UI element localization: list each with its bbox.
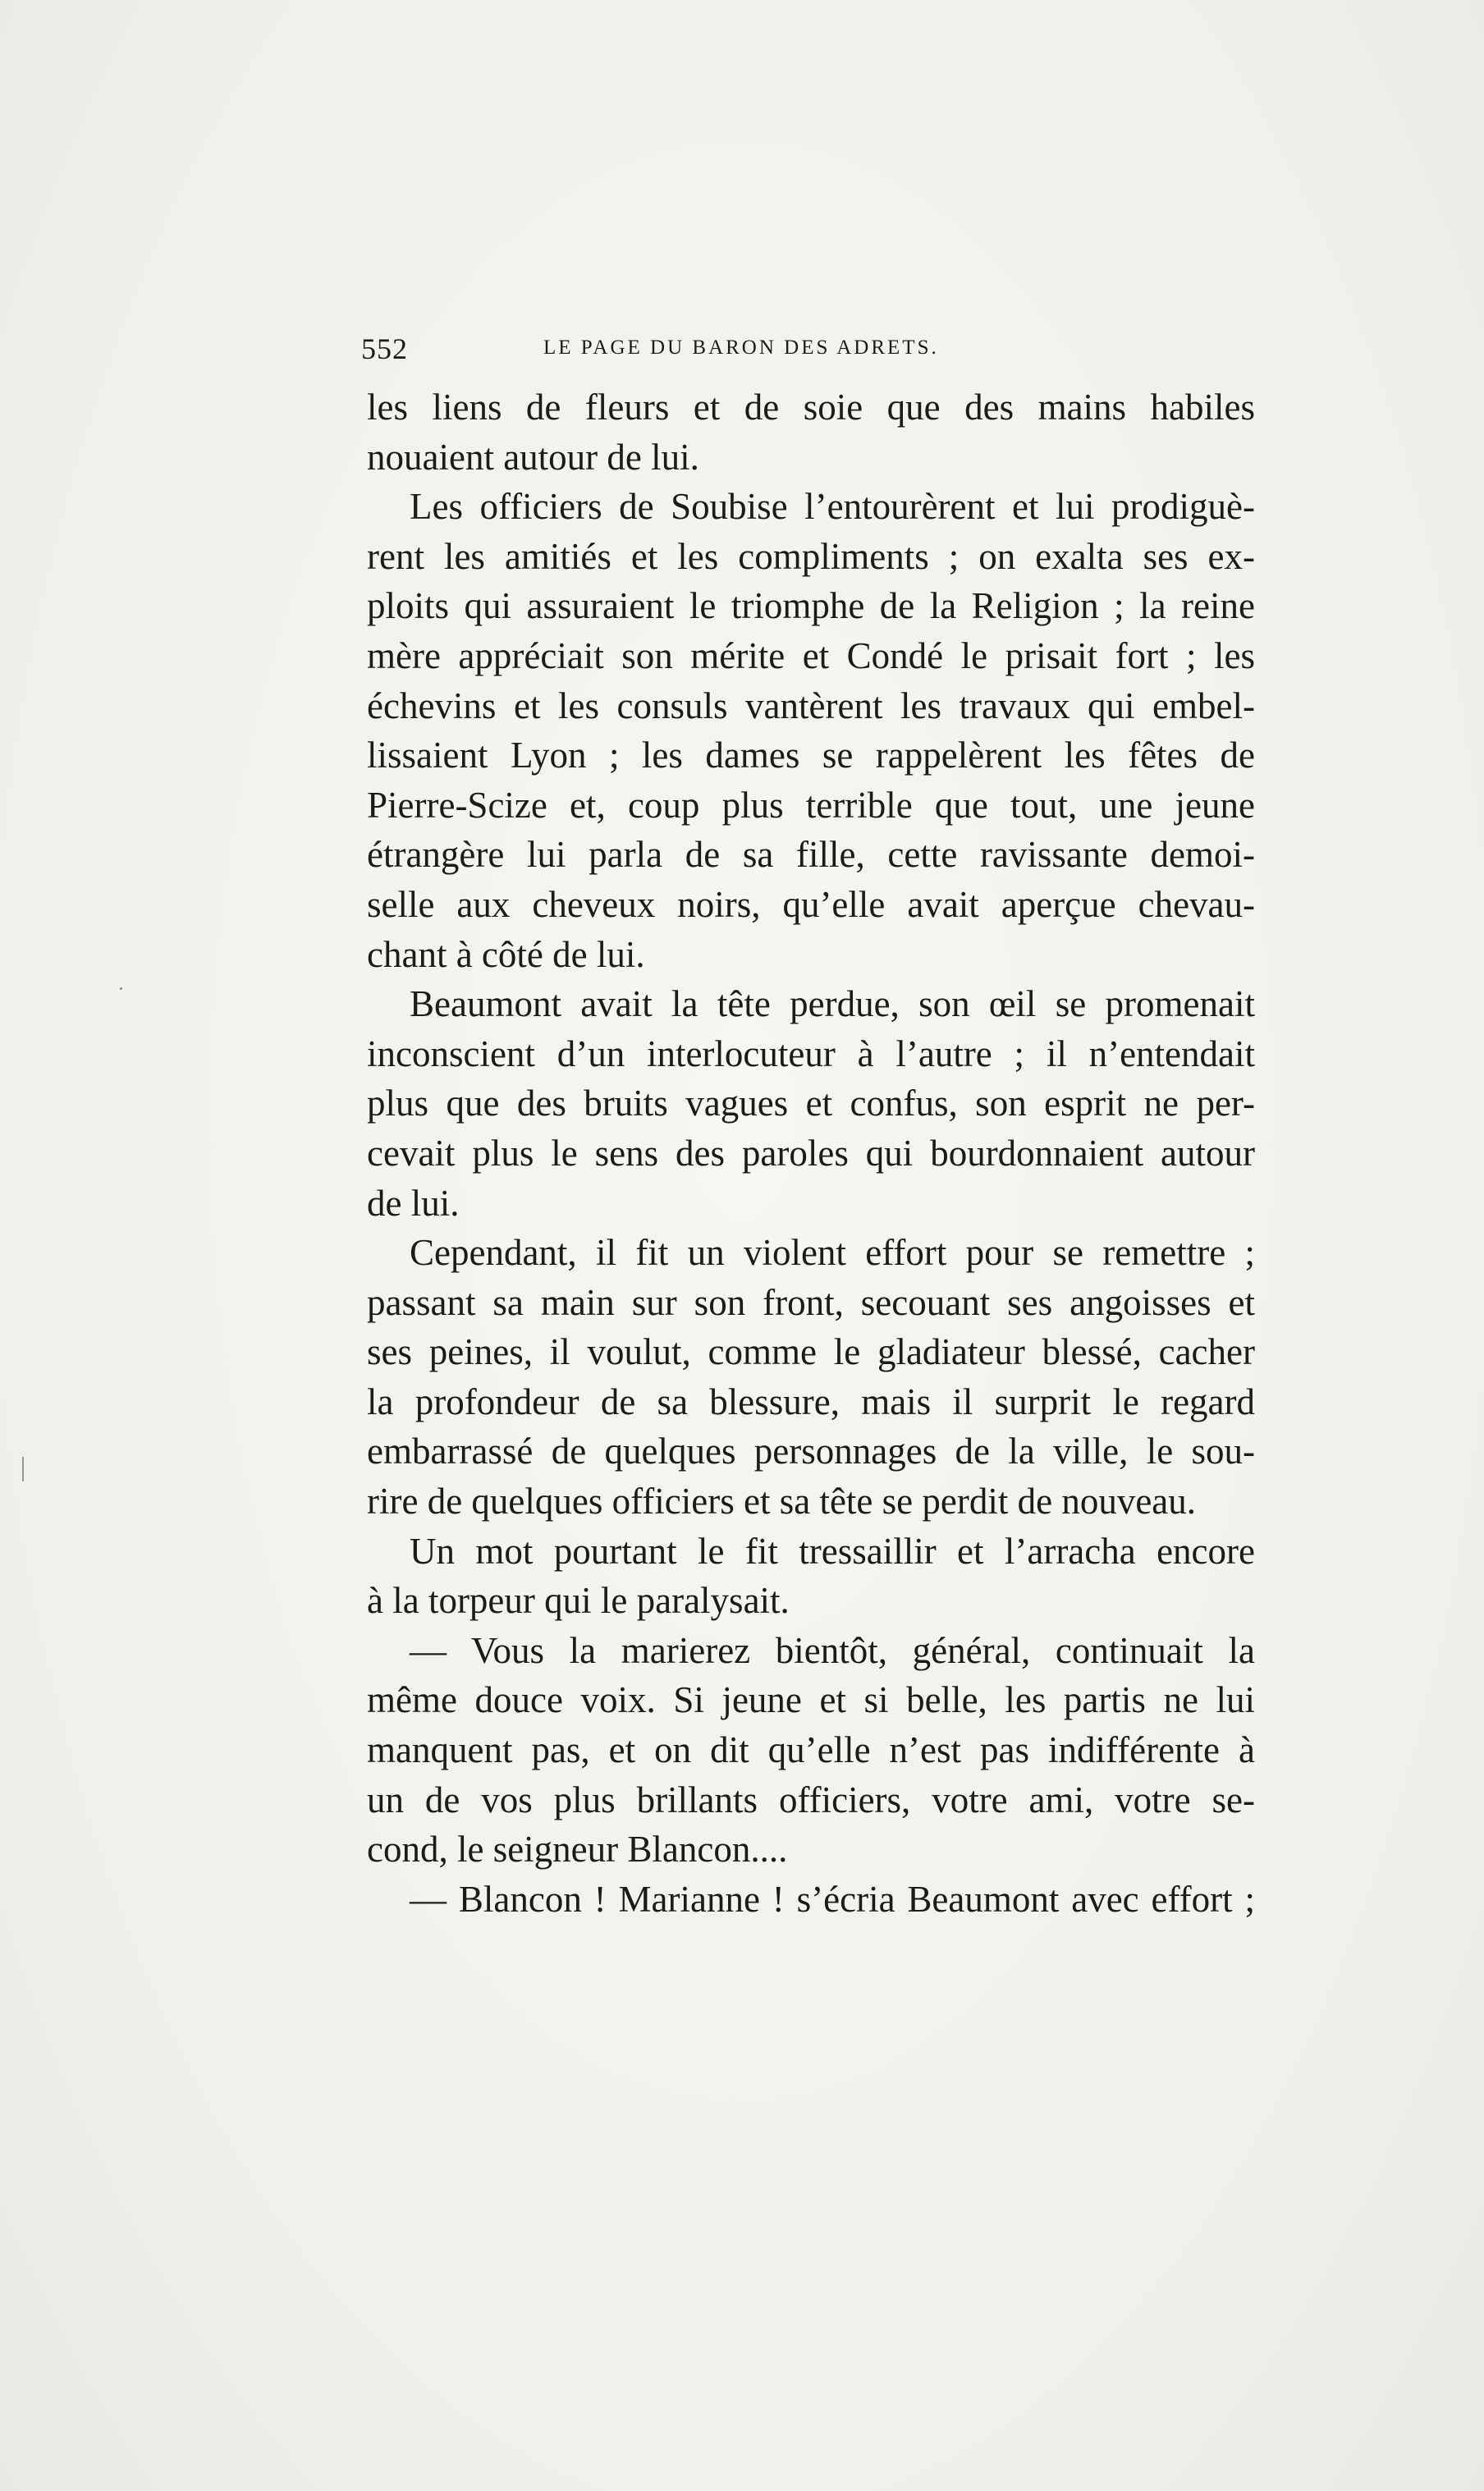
text-line: les liens de fleurs et de soie que des mains habiles bbox=[367, 387, 1255, 428]
text-line: mère appréciait son mérite et Condé le prisait fort ; les bbox=[367, 634, 1255, 676]
text-line: rire de quelques officiers et sa tête se perdit de nouveau. bbox=[367, 1481, 1197, 1523]
text-line: Cependant, il fit un violent effort pour se remettre ; bbox=[410, 1232, 1255, 1274]
text-line: ses peines, il voulut, comme le gladiateur blessé, cacher bbox=[367, 1331, 1255, 1373]
text-line: de lui. bbox=[367, 1182, 460, 1224]
text-line: — Vous la marierez bientôt, général, continuait la bbox=[410, 1629, 1255, 1671]
text-line: chant à côté de lui. bbox=[367, 933, 645, 975]
text-line: cond, le seigneur Blancon.... bbox=[367, 1829, 788, 1871]
text-line: la profondeur de sa blessure, mais il surprit le regard bbox=[367, 1381, 1255, 1422]
text-line: manquent pas, et on dit qu’elle n’est pas indifférente à bbox=[367, 1729, 1255, 1771]
running-title: LE PAGE DU BARON DES ADRETS. bbox=[543, 337, 939, 359]
text-line: même douce voix. Si jeune et si belle, les partis ne lui bbox=[367, 1679, 1255, 1721]
text-line: plus que des bruits vagues et confus, son esprit ne per- bbox=[367, 1083, 1255, 1124]
text-line: à la torpeur qui le paralysait. bbox=[367, 1580, 790, 1622]
text-line: échevins et les consuls vantèrent les travaux qui embel- bbox=[367, 685, 1255, 726]
text-line: cevait plus le sens des paroles qui bourdonnaient autour bbox=[367, 1132, 1255, 1174]
page-number: 552 bbox=[361, 332, 408, 365]
text-line: Un mot pourtant le fit tressaillir et l’arracha encore bbox=[410, 1530, 1255, 1572]
text-line: Pierre-Scize et, coup plus terrible que tout, une jeune bbox=[367, 784, 1255, 826]
text-line: inconscient d’un interlocuteur à l’autre ; il n’entendait bbox=[367, 1033, 1255, 1074]
text-line: rent les amitiés et les compliments ; on exalta ses ex- bbox=[367, 535, 1255, 577]
text-line: passant sa main sur son front, secouant ses angoisses et bbox=[367, 1281, 1255, 1323]
text-line: Les officiers de Soubise l’entourèrent et lui prodiguè- bbox=[410, 486, 1255, 528]
text-line: — Blancon ! Marianne ! s’écria Beaumont avec effort ; bbox=[410, 1878, 1255, 1920]
text-line: étrangère lui parla de sa fille, cette ravissante demoi- bbox=[367, 834, 1255, 876]
text-line: nouaient autour de lui. bbox=[367, 436, 699, 478]
text-line: selle aux cheveux noirs, qu’elle avait aperçue chevau- bbox=[367, 883, 1255, 925]
margin-scan-speck bbox=[120, 987, 122, 990]
text-line: Beaumont avait la tête perdue, son œil se promenait bbox=[410, 983, 1255, 1025]
body-text bbox=[367, 382, 1255, 1924]
page-header bbox=[361, 332, 1244, 373]
text-line: embarrassé de quelques personnages de la ville, le sou- bbox=[367, 1431, 1255, 1472]
text-line: ploits qui assuraient le triomphe de la Religion ; la reine bbox=[367, 585, 1255, 627]
margin-scan-mark bbox=[22, 1457, 24, 1481]
text-line: un de vos plus brillants officiers, votre ami, votre se- bbox=[367, 1779, 1255, 1820]
text-line: lissaient Lyon ; les dames se rappelèrent les fêtes de bbox=[367, 735, 1255, 776]
